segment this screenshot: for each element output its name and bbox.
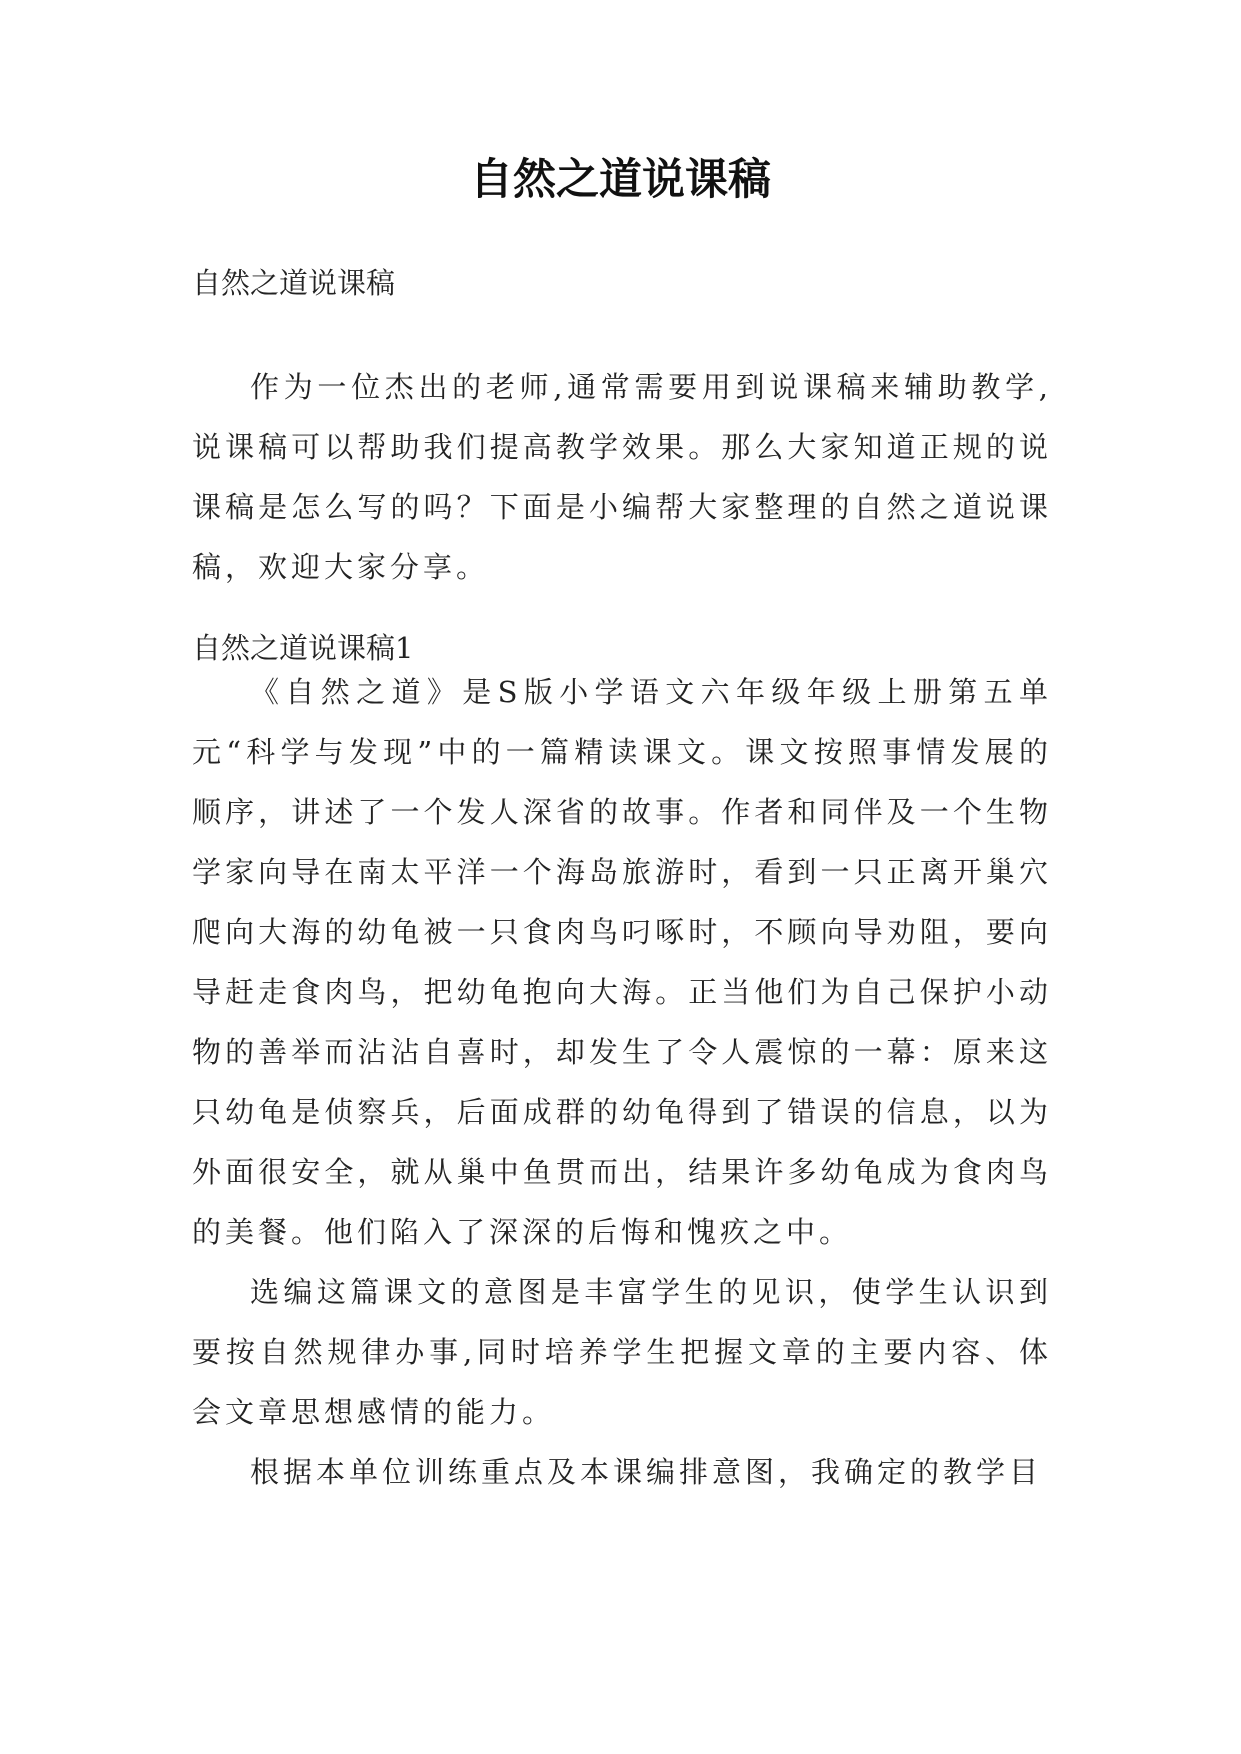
section-heading: 自然之道说课稿1 xyxy=(192,631,414,665)
section-paragraph-3: 根据本单位训练重点及本课编排意图，我确定的教学目 xyxy=(250,1455,1043,1489)
intro-paragraph: 作为一位杰出的老师,通常需要用到说课稿来辅助教学,说课稿可以帮助我们提高教学效果。那么大家知道正规的说课稿是怎么写的吗？下面是小编帮大家整理的自然之道说课稿，欢迎大家分享。 xyxy=(192,370,1052,584)
document-subtitle: 自然之道说课稿 xyxy=(192,266,396,300)
section-paragraph-2: 选编这篇课文的意图是丰富学生的见识，使学生认识到要按自然规律办事,同时培养学生把握文章的主要内容、体会文章思想感情的能力。 xyxy=(192,1275,1052,1429)
document-title: 自然之道说课稿 xyxy=(470,155,771,205)
intro-block xyxy=(192,357,1052,597)
section-paragraph-1: 《自然之道》是S版小学语文六年级年级上册第五单元“科学与发现”中的一篇精读课文。课文按照事情发展的顺序，讲述了一个发人深省的故事。作者和同伴及一个生物学家向导在南太平洋一个海岛旅游时，看到一只正离开巢穴爬向大海的幼龟被一只食肉鸟叼啄时，不顾向导劝阻，要向导赶走食肉鸟，把幼龟抱向大海。正当他们为自己保护小动物的善举而沾沾自喜时，却发生了令人震惊的一幕：原来这只幼龟是侦察兵，后面成群的幼龟得到了错误的信息，以为外面很安全，就从巢中鱼贯而出，结果许多幼龟成为食肉鸟的美餐。他们陷入了深深的后悔和愧疚之中。 xyxy=(192,675,1052,1249)
section-body xyxy=(192,662,1052,1502)
